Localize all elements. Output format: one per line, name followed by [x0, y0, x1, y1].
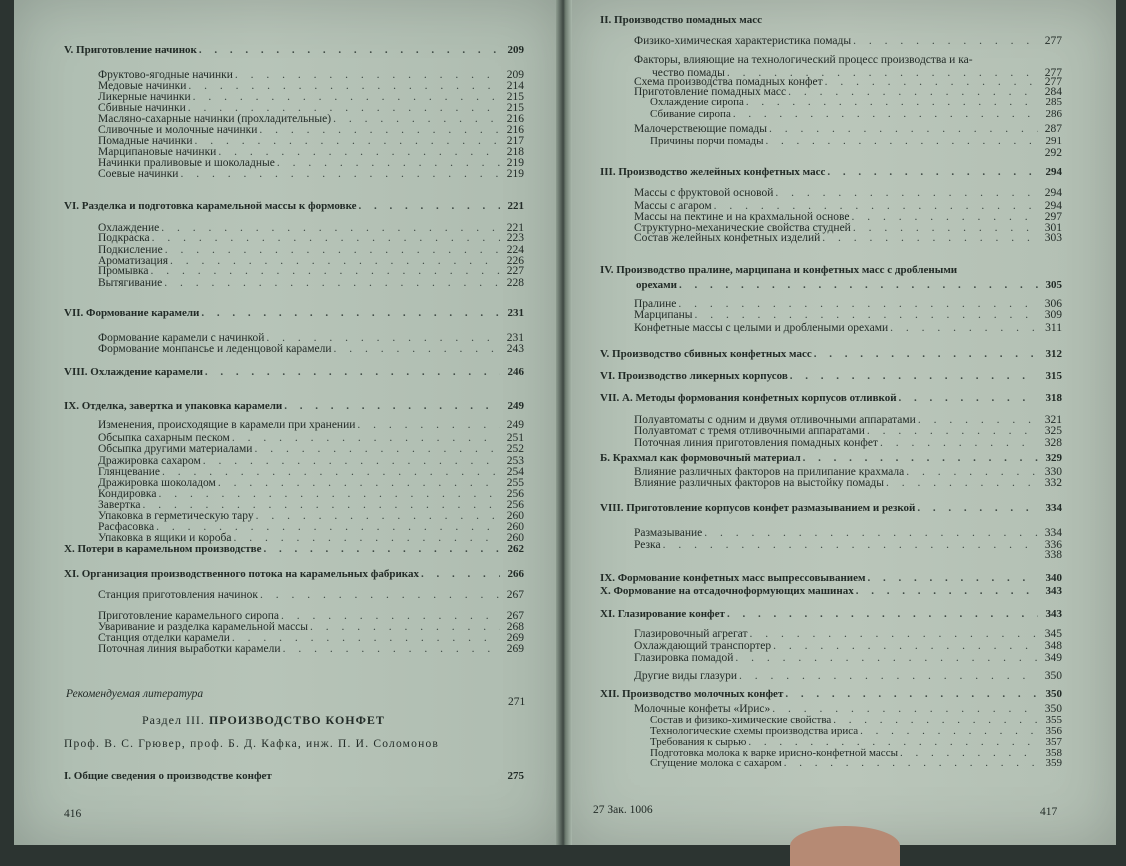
right-toc-row: [634, 232, 1062, 245]
toc-page-number: 209: [507, 44, 524, 56]
toc-entry-title: Ароматизация: [98, 255, 169, 267]
left-toc-row: [64, 44, 524, 57]
right-toc-row: [600, 452, 1062, 465]
right-toc-row: [600, 14, 1062, 27]
toc-page-number: 253: [506, 455, 524, 467]
right-toc-row: [634, 477, 1062, 490]
toc-leader-dots: [205, 366, 500, 379]
toc-entry-title: VIII. Охлаждение карамели: [64, 366, 203, 378]
toc-leader-dots: [803, 452, 1038, 465]
toc-entry-title: Конфетные массы с целыми и дроблеными орехами: [634, 322, 889, 334]
toc-page-number: 358: [1045, 747, 1062, 759]
toc-page-number: 260: [506, 521, 524, 533]
toc-entry-title: Влияние различных факторов на прилипание крахмала: [634, 466, 905, 478]
toc-page-number: 251: [506, 432, 524, 444]
right-toc-row: [600, 608, 1062, 621]
right-toc-row: [600, 549, 1062, 562]
toc-chapter-general: [64, 770, 524, 783]
toc-page-number: 246: [507, 366, 524, 378]
toc-page-number: 349: [1044, 652, 1062, 664]
toc-leader-dots: [264, 543, 501, 556]
toc-entry-title: Вытягивание: [98, 277, 163, 289]
left-toc-row: [98, 168, 524, 181]
toc-page-number: 217: [506, 135, 524, 147]
toc-page-number: 249: [506, 419, 524, 431]
toc-entry-title: Глазировка помадой: [634, 652, 734, 664]
toc-entry-title: Полуавтоматы с одним и двумя отливочными аппаратами: [634, 414, 916, 426]
toc-entry-title: Масляно-сахарные начинки (прохладительные): [98, 113, 332, 125]
toc-page-number: 294: [1044, 200, 1062, 212]
toc-page-number: 216: [506, 113, 524, 125]
toc-page-number: 215: [506, 91, 524, 103]
toc-leader-dots: [283, 643, 500, 656]
right-toc-row: [636, 279, 1062, 292]
right-toc-row: [600, 392, 1062, 405]
toc-entry-title: Подкраска: [98, 232, 150, 244]
toc-leader-dots: [899, 392, 1038, 405]
toc-leader-dots: [785, 688, 1038, 701]
toc-page-number: 231: [507, 307, 524, 319]
toc-entry-title: Массы с фруктовой основой: [634, 187, 774, 199]
toc-page-number: 329: [1045, 452, 1062, 464]
toc-page-number: 294: [1044, 187, 1062, 199]
toc-leader-dots: [199, 44, 500, 57]
toc-page-number: 356: [1045, 725, 1062, 737]
toc-page-number: 221: [506, 222, 524, 234]
toc-page-number: 269: [506, 632, 524, 644]
toc-entry-title: Дражировка шоколадом: [98, 477, 216, 489]
toc-page-number: 286: [1045, 108, 1062, 120]
toc-entry-title: Массы на пектине и на крахмальной основе: [634, 211, 850, 223]
toc-entry-title: Резка: [634, 539, 661, 551]
toc-page-number: 227: [506, 265, 524, 277]
toc-page-number: 297: [1044, 211, 1062, 223]
toc-page-number: 334: [1044, 527, 1062, 539]
toc-entry-title: Промывка: [98, 265, 149, 277]
right-toc-row: [634, 437, 1062, 450]
toc-entry-title: Структурно-механические свойства студней: [634, 222, 851, 234]
toc-page-number: 332: [1044, 477, 1062, 489]
toc-page-number: 321: [1044, 414, 1062, 426]
toc-page-number: 285: [1045, 96, 1062, 108]
toc-leader-dots: [357, 419, 500, 432]
right-toc-row: [600, 370, 1062, 383]
toc-entry-title: Б. Крахмал как формовочный материал: [600, 452, 801, 464]
toc-page-number: 277: [1044, 35, 1062, 47]
left-toc-row: [98, 419, 524, 432]
toc-entry-title: Молочные конфеты «Ирис»: [634, 703, 771, 715]
toc-entry-title: XII. Производство молочных конфет: [600, 688, 784, 700]
toc-entry-title: Медовые начинки: [98, 80, 187, 92]
right-toc-row: [634, 309, 1062, 322]
toc-entry-title: IX. Формование конфетных масс выпрессовыванием: [600, 572, 866, 584]
toc-page-number: 260: [506, 532, 524, 544]
toc-page-number: 328: [1044, 437, 1062, 449]
toc-entry-title: Другие виды глазури: [634, 670, 738, 682]
left-toc-row: [64, 543, 524, 556]
toc-leader-dots: [790, 370, 1038, 383]
printing-mark: 27 Зак. 1006: [593, 804, 653, 816]
toc-entry-title: Соевые начинки: [98, 168, 179, 180]
toc-leader-dots: [784, 757, 1038, 770]
toc-page-number: 231: [506, 332, 524, 344]
toc-leader-dots: [822, 232, 1038, 245]
toc-page-number: 223: [506, 232, 524, 244]
toc-leader-dots: [421, 568, 500, 581]
page-number-left: 416: [64, 808, 82, 820]
toc-entry-title: Кондировка: [98, 488, 157, 500]
toc-entry-title: VI. Производство ликерных корпусов: [600, 370, 788, 382]
toc-entry-title: V. Производство сбивных конфетных масс: [600, 348, 812, 360]
toc-entry-title: Массы с агаром: [634, 200, 712, 212]
toc-leader-dots: [260, 589, 500, 602]
toc-leader-dots: [733, 108, 1038, 121]
right-toc-row: [600, 688, 1062, 701]
toc-page-number: 275: [507, 770, 524, 782]
toc-entry-title: Завертка: [98, 499, 141, 511]
toc-leader-dots: [735, 652, 1038, 665]
toc-entry-title: Схема производства помадных конфет: [634, 76, 823, 88]
toc-leader-dots: [917, 502, 1038, 515]
toc-entry-title: Помадные начинки: [98, 135, 193, 147]
toc-entry-title: VIII. Приготовление корпусов конфет размазыванием и резкой: [600, 502, 916, 514]
toc-page-number: 215: [506, 102, 524, 114]
toc-entry-title: Физико-химическая характеристика помады: [634, 35, 852, 47]
right-toc-row: [634, 187, 1062, 200]
toc-entry-title: Состав желейных конфетных изделий: [634, 232, 821, 244]
toc-leader-dots: [814, 348, 1038, 361]
right-toc-row: [600, 348, 1062, 361]
right-toc-row: [634, 652, 1062, 665]
toc-entry-title: Влияние различных факторов на выстойку помады: [634, 477, 884, 489]
toc-page-number: 266: [507, 568, 524, 580]
toc-leader-dots: [775, 187, 1038, 200]
toc-page-number: 214: [506, 80, 524, 92]
toc-entry-title: Марципановые начинки: [98, 146, 217, 158]
toc-entry-title: X. Потери в карамельном производстве: [64, 543, 262, 555]
toc-entry-title: VII. А. Методы формования конфетных корпусов отливкой: [600, 392, 897, 404]
right-toc-row: [600, 166, 1062, 179]
toc-entry-title: Глянцевание: [98, 466, 161, 478]
right-toc-row: [600, 502, 1062, 515]
toc-page-number: 291: [1045, 135, 1062, 147]
toc-page-number: 209: [506, 69, 524, 81]
toc-leader-dots: [284, 400, 500, 413]
toc-leader-dots: [739, 670, 1038, 683]
toc-page-number: 228: [506, 277, 524, 289]
section-heading: [142, 713, 385, 728]
toc-page-number: 255: [506, 477, 524, 489]
toc-entry-title: I. Общие сведения о производстве конфет: [64, 770, 272, 782]
toc-leader-dots: [180, 168, 500, 181]
toc-entry-title: Состав и физико-химические свойства: [650, 714, 832, 726]
toc-page-number: 338: [1044, 549, 1062, 561]
toc-entry-title: VII. Формование карамели: [64, 307, 200, 319]
toc-page-number: 345: [1044, 628, 1062, 640]
toc-page-number: 359: [1045, 757, 1062, 769]
left-toc-row: [98, 589, 524, 602]
toc-page-number: 312: [1045, 348, 1062, 360]
right-toc-row: [650, 757, 1062, 770]
toc-leader-dots: [679, 279, 1038, 292]
right-toc-row: [634, 322, 1062, 335]
toc-entry-title: чество помады: [652, 67, 725, 79]
toc-entry-title: Изменения, происходящие в карамели при хранении: [98, 419, 356, 431]
toc-page-number: 268: [506, 621, 524, 633]
toc-page-number: 301: [1044, 222, 1062, 234]
toc-page-number: 343: [1045, 608, 1062, 620]
toc-entry-title: Ликерные начинки: [98, 91, 191, 103]
toc-entry-title: Поточная линия приготовления помадных конфет: [634, 437, 878, 449]
toc-page-number: 216: [506, 124, 524, 136]
toc-leader-dots: [164, 277, 500, 290]
toc-entry-title: Сливочные и молочные начинки: [98, 124, 258, 136]
toc-page-number: 306: [1044, 298, 1062, 310]
toc-page-number: 260: [506, 510, 524, 522]
toc-page-number: 267: [506, 610, 524, 622]
left-toc-row: [64, 568, 524, 581]
left-toc-row: [98, 277, 524, 290]
toc-entry-title: Обсыпка другими материалами: [98, 443, 253, 455]
toc-entry-title: III. Производство желейных конфетных масс: [600, 166, 826, 178]
toc-page-number: 269: [506, 643, 524, 655]
left-toc-row: [98, 343, 524, 356]
toc-page-number: 224: [506, 244, 524, 256]
toc-leader-dots: [695, 309, 1038, 322]
right-toc-row: [600, 585, 1062, 598]
toc-leader-dots: [334, 343, 500, 356]
toc-leader-dots: [880, 437, 1038, 450]
toc-entry-title: Технологические схемы производства ириса: [650, 725, 859, 737]
toc-entry-title: Пралине: [634, 298, 677, 310]
page-number-right: 417: [1040, 806, 1058, 818]
toc-entry-title: Причины порчи помады: [650, 135, 764, 147]
toc-entry-title: Сбивание сиропа: [650, 108, 731, 120]
left-toc-row: [98, 643, 524, 656]
right-toc-row: [600, 147, 1062, 160]
toc-entry-title: Станция приготовления начинок: [98, 589, 258, 601]
toc-page-number: 243: [506, 343, 524, 355]
toc-entry-title: X. Формование на отсадочноформующих машинах: [600, 585, 854, 597]
toc-entry-title: Приготовление помадных масс: [634, 86, 787, 98]
toc-entry-title: XI. Организация производственного потока на карамельных фабриках: [64, 568, 419, 580]
toc-entry-title: Охлаждающий транспортер: [634, 640, 772, 652]
toc-page-number: 221: [507, 200, 524, 212]
toc-page-number: 254: [506, 466, 524, 478]
left-toc-row: [64, 307, 524, 320]
toc-page-number: 256: [506, 499, 524, 511]
left-toc-row: [64, 200, 524, 213]
literature-page: 271: [508, 696, 526, 708]
toc-entry-title: Малочерствеющие помады: [634, 123, 768, 135]
right-toc-row: [634, 35, 1062, 48]
toc-entry-title: Подкисление: [98, 244, 163, 256]
toc-page-number: 340: [1045, 572, 1062, 584]
toc-leader-dots: [868, 572, 1039, 585]
toc-page-number: 336: [1044, 539, 1062, 551]
right-toc-row: [650, 108, 1062, 121]
authors-line: Проф. В. С. Грювер, проф. Б. Д. Кафка, инж. П. И. Соломонов: [64, 738, 440, 750]
toc-entry-title: Упаковка в герметическую тару: [98, 510, 254, 522]
toc-page-number: 256: [506, 488, 524, 500]
toc-page-number: 262: [507, 543, 524, 555]
toc-entry-title: Полуавтомат с тремя отливочными аппаратами: [634, 425, 865, 437]
right-toc-row: [634, 54, 1062, 67]
toc-page-number: 315: [1045, 370, 1062, 382]
toc-page-number: 350: [1044, 703, 1062, 715]
toc-page-number: 311: [1045, 322, 1062, 334]
toc-entry-title: XI. Глазирование конфет: [600, 608, 725, 620]
toc-entry-title: Глазировочный агрегат: [634, 628, 748, 640]
toc-page-number: 267: [506, 589, 524, 601]
toc-entry-title: Формование карамели с начинкой: [98, 332, 265, 344]
toc-page-number: 292: [1044, 147, 1062, 159]
toc-entry-title: Формование монпансье и леденцовой карамели: [98, 343, 332, 355]
toc-page-number: 348: [1044, 640, 1062, 652]
toc-page-number: 350: [1045, 688, 1062, 700]
toc-entry-title: Размазывание: [634, 527, 703, 539]
toc-entry-title: Фруктово-ягодные начинки: [98, 69, 233, 81]
toc-entry-title: Марципаны: [634, 309, 693, 321]
toc-page-number: 252: [506, 443, 524, 455]
toc-entry-title: IV. Производство пралине, марципана и конфетных масс с дроблеными: [600, 264, 958, 276]
toc-page-number: 325: [1044, 425, 1062, 437]
toc-entry-title: Обсыпка сахарным песком: [98, 432, 230, 444]
toc-page-number: 318: [1045, 392, 1062, 404]
left-toc-row: [64, 366, 524, 379]
toc-page-number: 284: [1044, 86, 1062, 98]
toc-page-number: 350: [1044, 670, 1062, 682]
toc-entry-title: Поточная линия выработки карамели: [98, 643, 281, 655]
toc-leader-dots: [853, 35, 1038, 48]
toc-entry-title: Подготовка молока к варке ирисно-конфетной массы: [650, 747, 898, 759]
toc-entry-title: Сгущение молока с сахаром: [650, 757, 782, 769]
toc-entry-title: Станция отделки карамели: [98, 632, 230, 644]
toc-page-number: 294: [1045, 166, 1062, 178]
toc-leader-dots: [886, 477, 1038, 490]
toc-page-number: 249: [507, 400, 524, 412]
toc-entry-title: II. Производство помадных масс: [600, 14, 762, 26]
toc-entry-title: Расфасовка: [98, 521, 155, 533]
right-toc-row: [600, 264, 1062, 277]
left-toc-row: [64, 400, 524, 413]
toc-leader-dots: [727, 608, 1038, 621]
toc-leader-dots: [827, 166, 1038, 179]
toc-entry-title: орехами: [636, 279, 677, 291]
toc-entry-title: Уваривание и разделка карамельной массы: [98, 621, 309, 633]
thumb-photo-artifact: [790, 826, 900, 866]
toc-page-number: 330: [1044, 466, 1062, 478]
toc-page-number: 355: [1045, 714, 1062, 726]
toc-entry-title: Дражировка сахаром: [98, 455, 201, 467]
toc-entry-title: Упаковка в ящики и короба: [98, 532, 232, 544]
toc-page-number: 219: [506, 168, 524, 180]
toc-page-number: 309: [1044, 309, 1062, 321]
section-prefix: Раздел III.: [142, 713, 205, 727]
toc-page-number: 277: [1044, 67, 1062, 79]
toc-page-number: 219: [506, 157, 524, 169]
toc-page-number: 334: [1045, 502, 1062, 514]
toc-leader-dots: [856, 585, 1038, 598]
toc-page-number: 218: [506, 146, 524, 158]
toc-leader-dots: [201, 307, 500, 320]
toc-page-number: 303: [1044, 232, 1062, 244]
right-toc-row: [600, 572, 1062, 585]
book-gutter: [556, 0, 572, 845]
toc-leader-dots: [890, 322, 1038, 335]
toc-entry-title: Сбивные начинки: [98, 102, 186, 114]
toc-entry-title: Начинки праливовые и шоколадные: [98, 157, 275, 169]
toc-page-number: 357: [1045, 736, 1062, 748]
toc-entry-title: VI. Разделка и подготовка карамельной массы к формовке: [64, 200, 357, 212]
toc-entry-title: Охлаждение сиропа: [650, 96, 744, 108]
toc-entry-title: Приготовление карамельного сиропа: [98, 610, 279, 622]
toc-entry-title: Факторы, влияющие на технологический процесс производства и ка-: [634, 54, 973, 66]
literature-label: Рекомендуемая литература: [66, 688, 204, 700]
toc-entry-title: IX. Отделка, завертка и упаковка карамели: [64, 400, 283, 412]
toc-leader-dots: [359, 200, 500, 213]
toc-page-number: 277: [1044, 76, 1062, 88]
right-toc-row: [634, 670, 1062, 683]
toc-page-number: 343: [1045, 585, 1062, 597]
toc-entry-title: Требования к сырью: [650, 736, 747, 748]
toc-page-number: 305: [1045, 279, 1062, 291]
toc-entry-title: Охлаждение: [98, 222, 160, 234]
toc-page-number: 226: [506, 255, 524, 267]
toc-entry-title: V. Приготовление начинок: [64, 44, 197, 56]
toc-page-number: 287: [1044, 123, 1062, 135]
section-title: ПРОИЗВОДСТВО КОНФЕТ: [208, 713, 385, 727]
